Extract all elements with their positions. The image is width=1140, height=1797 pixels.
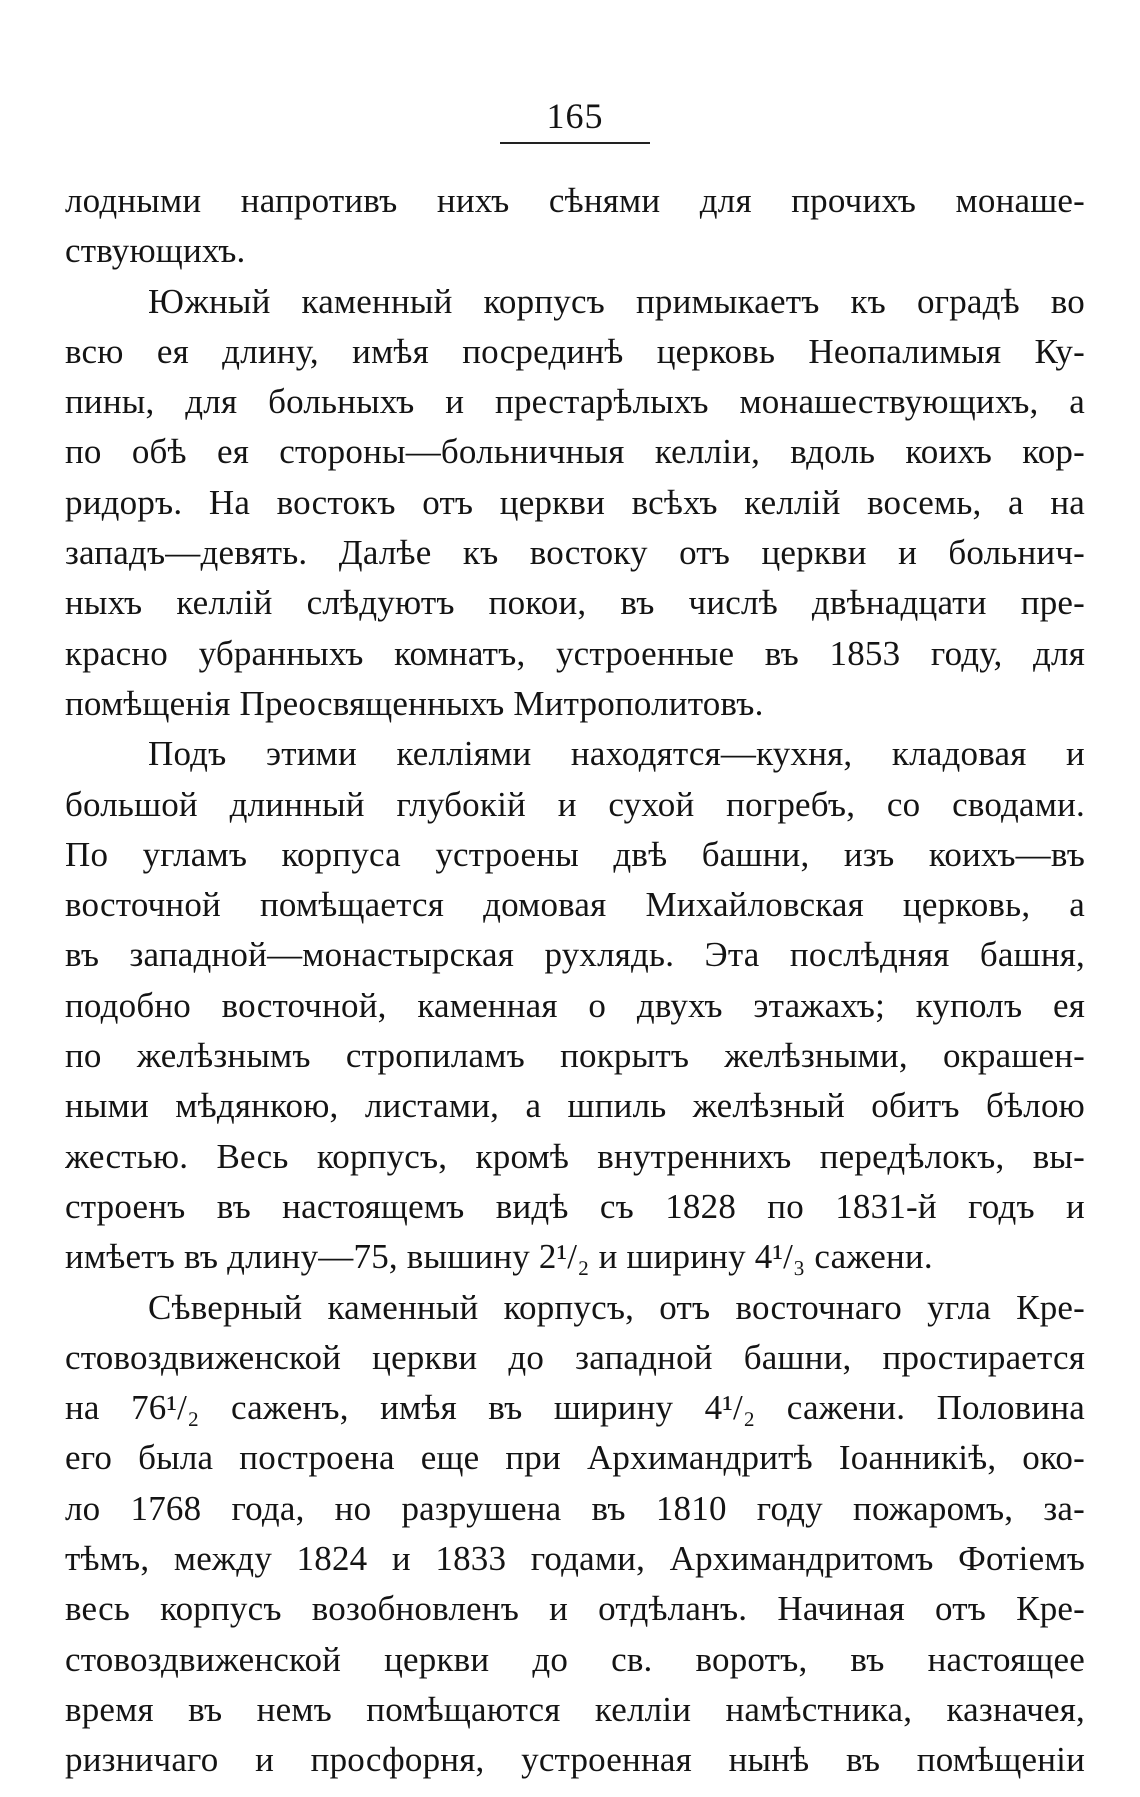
text-line: Подъ этими келліями находятся—кухня, кладовая и — [148, 734, 1085, 774]
text-line: помѣщенія Преосвященныхъ Митрополитовъ. — [65, 683, 764, 723]
text-line: стовоздвиженской церкви до западной башни, простирается — [65, 1337, 1085, 1377]
text-line: стовоздвиженской церкви до св. воротъ, въ настоящее — [65, 1639, 1085, 1679]
text-line: красно убранныхъ комнатъ, устроенные въ 1853 году, для — [65, 633, 1085, 673]
text-line: ло 1768 года, но разрушена въ 1810 году пожаромъ, за- — [65, 1488, 1085, 1528]
text-line: имѣетъ въ длину—75, вышину 2¹/₂ и ширину 4¹/₃ сажени. — [65, 1237, 933, 1277]
text-line: по желѣзнымъ стропиламъ покрытъ желѣзными, окрашен- — [65, 1036, 1085, 1076]
text-line: по обѣ ея стороны—больничныя келліи, вдоль коихъ кор- — [65, 432, 1085, 472]
text-line: западъ—девять. Далѣе къ востоку отъ церкви и больнич- — [65, 533, 1085, 573]
text-line: ридоръ. На востокъ отъ церкви всѣхъ келлій восемь, а на — [65, 482, 1085, 522]
text-line: строенъ въ настоящемъ видѣ съ 1828 по 1831-й годъ и — [65, 1186, 1085, 1226]
text-line: ствующихъ. — [65, 231, 246, 271]
text-line: лодными напротивъ нихъ сѣнями для прочихъ монаше- — [65, 181, 1085, 220]
text-line: ризничаго и просфорня, устроенная нынѣ въ помѣщеніи — [65, 1740, 1085, 1780]
body-text — [65, 176, 1085, 1786]
text-line: ными мѣдянкою, листами, а шпиль желѣзный обитъ бѣлою — [65, 1086, 1085, 1126]
text-line: весь корпусъ возобновленъ и отдѣланъ. Начиная отъ Кре- — [65, 1589, 1085, 1629]
page-number: 165 — [546, 96, 604, 136]
text-line: тѣмъ, между 1824 и 1833 годами, Архимандритомъ Фотіемъ — [65, 1539, 1085, 1579]
text-line: По угламъ корпуса устроены двѣ башни, изъ коихъ—въ — [65, 834, 1085, 874]
text-line: Южный каменный корпусъ примыкаетъ къ оградѣ во — [148, 281, 1085, 321]
text-line: на 76¹/₂ саженъ, имѣя въ ширину 4¹/₂ сажени. Половина — [65, 1388, 1085, 1428]
text-line: подобно восточной, каменная о двухъ этажахъ; куполъ ея — [65, 985, 1085, 1025]
text-line: въ западной—монастырская рухлядь. Эта послѣдняя башня, — [65, 935, 1085, 975]
text-line: восточной помѣщается домовая Михайловская церковь, а — [65, 885, 1085, 925]
text-line: большой длинный глубокій и сухой погребъ, со сводами. — [65, 784, 1085, 824]
text-line: пины, для больныхъ и престарѣлыхъ монашествующихъ, а — [65, 382, 1085, 422]
text-line: всю ея длину, имѣя посрединѣ церковь Неопалимыя Ку- — [65, 331, 1085, 371]
text-line: ныхъ келлій слѣдуютъ покои, въ числѣ двѣнадцати пре- — [65, 583, 1085, 623]
text-line: Сѣверный каменный корпусъ, отъ восточнаго угла Кре- — [148, 1287, 1085, 1327]
text-line: его была построена еще при Архимандритѣ Іоанникіѣ, око- — [65, 1438, 1085, 1478]
page-number-rule — [500, 142, 650, 144]
text-line: жестью. Весь корпусъ, кромѣ внутреннихъ передѣлокъ, вы- — [65, 1136, 1085, 1176]
text-line: время въ немъ помѣщаются келліи намѣстника, казначея, — [65, 1689, 1085, 1729]
